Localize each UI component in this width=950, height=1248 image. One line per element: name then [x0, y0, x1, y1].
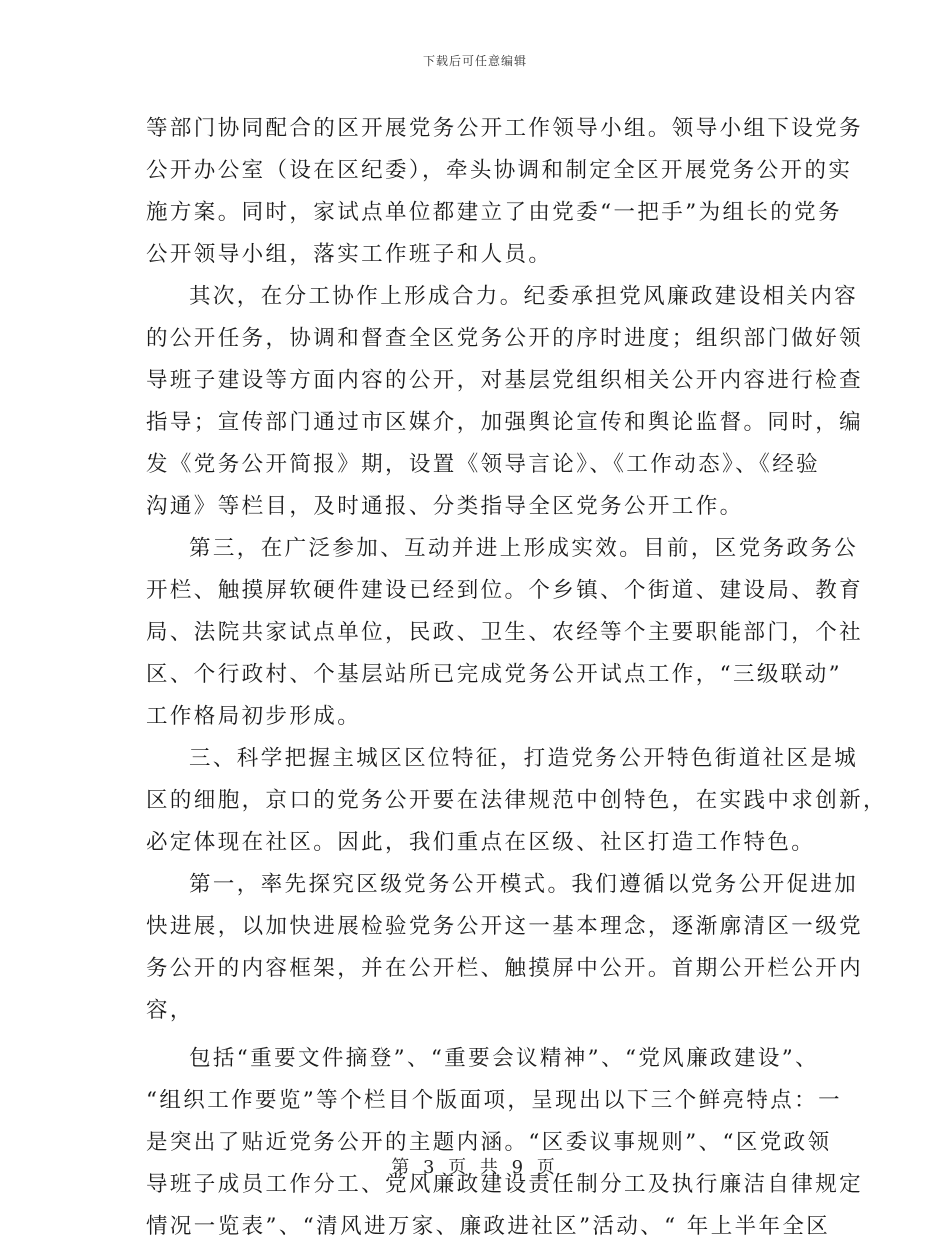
text-line: 发《党务公开简报》期，设置《领导言论》、《工作动态》、《经验: [146, 452, 821, 477]
page-number-footer: 第 3 页 共 9 页: [391, 1157, 559, 1178]
text-line: 的公开任务，协调和督查全区党务公开的序时进度；组织部门做好领: [146, 326, 864, 351]
text-line: 容，: [146, 998, 194, 1023]
text-line: 沟通》等栏目，及时通报、分类指导全区党务公开工作。: [146, 494, 744, 519]
document-body: [146, 108, 887, 1248]
text-line: 包括“重要文件摘登”、“重要会议精神”、“党风廉政建设”、: [189, 1046, 820, 1071]
text-line: 开栏、触摸屏软硬件建设已经到位。个乡镇、个街道、建设局、教育: [146, 578, 864, 603]
text-line: 等部门协同配合的区开展党务公开工作领导小组。领导小组下设党务: [146, 116, 864, 141]
text-line: 导班子成员工作分工、党风廉政建设责任制分工及执行廉洁自律规定: [146, 1172, 864, 1197]
text-line: “组织工作要览”等个栏目个版面项，呈现出以下三个鲜亮特点：一: [146, 1088, 842, 1113]
text-line: 公开领导小组，落实工作班子和人员。: [146, 242, 553, 267]
text-line: 施方案。同时，家试点单位都建立了由党委“一把手”为组长的党务: [146, 200, 842, 225]
page-header: 下载后可任意编辑: [422, 54, 527, 68]
text-line: 公开办公室（设在区纪委），牵头协调和制定全区开展党务公开的实: [146, 158, 853, 183]
text-line: 区的细胞，京口的党务公开要在法律规范中创特色，在实践中求创新，: [146, 788, 887, 813]
text-line: 情况一览表”、“清风进万家、廉政进社区”活动、“ 年上半年全区: [146, 1214, 831, 1239]
text-line: 是突出了贴近党务公开的主题内涵。“区委议事规则”、“区党政领: [146, 1130, 832, 1155]
text-line: 务公开的内容框架，并在公开栏、触摸屏中公开。首期公开栏公开内: [146, 956, 864, 981]
text-line: 第一，率先探究区级党务公开模式。我们遵循以党务公开促进加: [189, 872, 859, 897]
text-line: 三、科学把握主城区区位特征，打造党务公开特色街道社区是城: [189, 746, 859, 771]
text-line: 其次，在分工协作上形成合力。纪委承担党风廉政建设相关内容: [189, 284, 859, 309]
text-line: 快进展，以加快进展检验党务公开这一基本理念，逐渐廓清区一级党: [146, 914, 864, 939]
text-line: 导班子建设等方面内容的公开，对基层党组织相关公开内容进行检查: [146, 368, 864, 393]
text-line: 局、法院共家试点单位，民政、卫生、农经等个主要职能部门，个社: [146, 620, 864, 645]
text-line: 第三，在广泛参加、互动并进上形成实效。目前，区党务政务公: [189, 536, 859, 561]
text-line: 指导；宣传部门通过市区媒介，加强舆论宣传和舆论监督。同时，编: [146, 410, 864, 435]
text-line: 区、个行政村、个基层站所已完成党务公开试点工作，“三级联动”: [146, 662, 842, 687]
text-line: 工作格局初步形成。: [146, 704, 362, 729]
text-line: 必定体现在社区。因此，我们重点在区级、社区打造工作特色。: [146, 830, 816, 855]
